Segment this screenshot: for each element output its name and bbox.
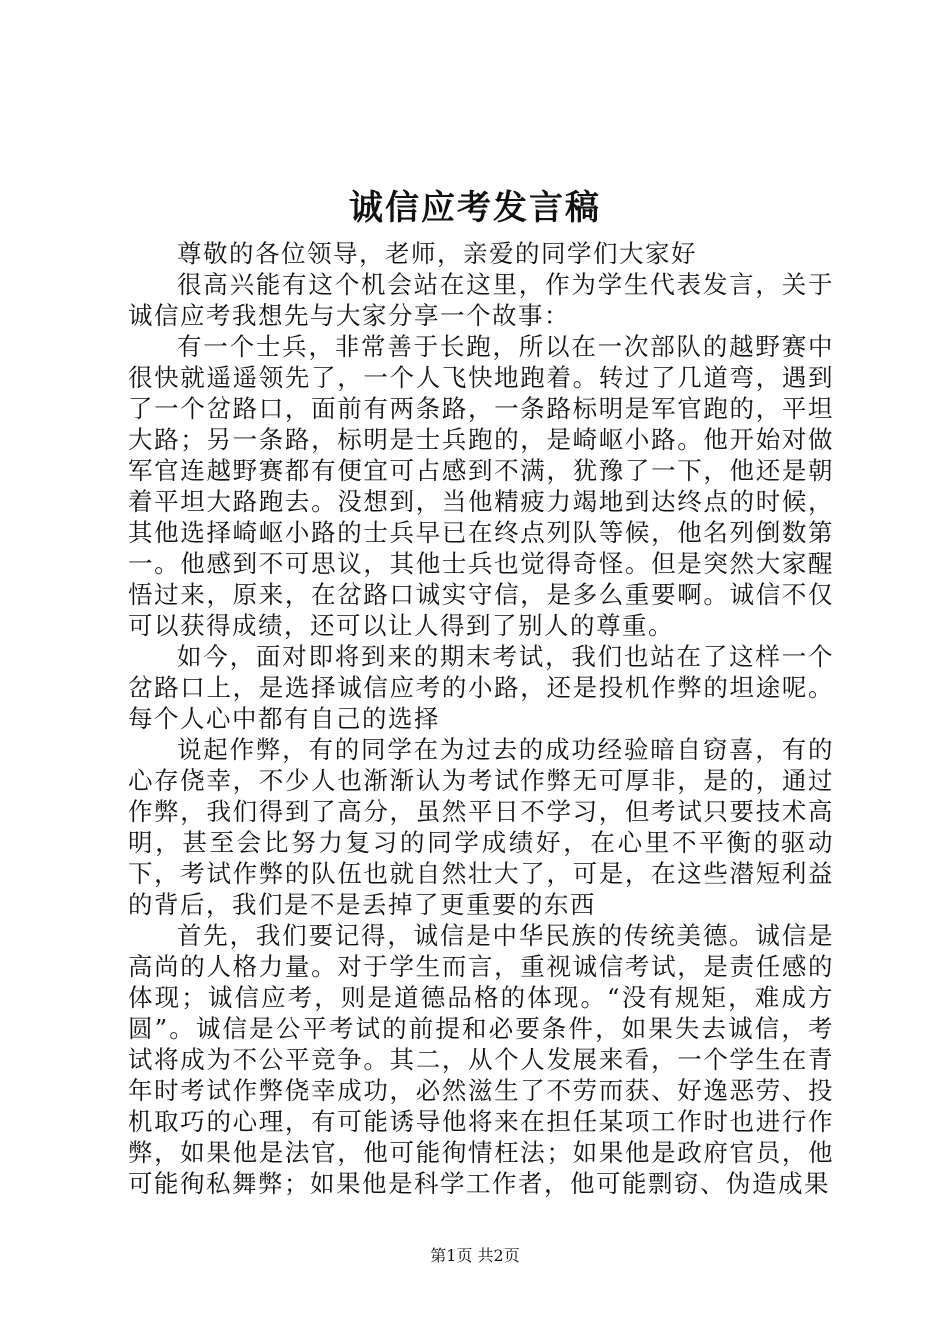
paragraph-story: 有一个士兵，非常善于长跑，所以在一次部队的越野赛中很快就遥遥领先了，一个人飞快地跑着。转过了几道弯，遇到了一个岔路口，面前有两条路，一条路标明是军官跑的，平坦大路；另一条路，标明是士兵跑的，是崎岖小路。他开始对做军官连越野赛都有便宜可占感到不满，犹豫了一下，他还是朝着平坦大路跑去。没想到，当他精疲力竭地到达终点的时候，其他选择崎岖小路的士兵早已在终点列队等候，他名列倒数第一。他感到不可思议，其他士兵也觉得奇怪。但是突然大家醒悟过来，原来，在岔路口诚实守信，是多么重要啊。诚信不仅可以获得成绩，还可以让人得到了别人的尊重。 [128,332,834,640]
page-number: 第1页 共2页 [430,1246,520,1265]
paragraph-integrity: 首先，我们要记得，诚信是中华民族的传统美德。诚信是高尚的人格力量。对于学生而言，重视诚信考试，是责任感的体现；诚信应考，则是道德品格的体现。“没有规矩，难成方圆”。诚信是公平考试的前提和必要条件，如果失去诚信，考试将成为不公平竞争。其二，从个人发展来看，一个学生在青年时考试作弊侥幸成功，必然滋生了不劳而获、好逸恶劳、投机取巧的心理，有可能诱导他将来在担任某项工作时也进行作弊，如果他是法官，他可能徇情枉法；如果他是政府官员，他可能徇私舞弊；如果他是科学工作者，他可能剽窃、伪造成果 [128,921,834,1198]
page-footer [0,1244,950,1268]
paragraph-intro: 很高兴能有这个机会站在这里，作为学生代表发言，关于诚信应考我想先与大家分享一个故事： [128,270,834,330]
page-title: 诚信应考发言稿 [349,188,601,228]
paragraph-cheating: 说起作弊，有的同学在为过去的成功经验暗自窃喜，有的心存侥幸，不少人也渐渐认为考试作弊无可厚非，是的，通过作弊，我们得到了高分，虽然平日不学习，但考试只要技术高明，甚至会比努力复习的同学成绩好，在心里不平衡的驱动下，考试作弊的队伍也就自然壮大了，可是，在这些潜短利益的背后，我们是不是丢掉了更重要的东西 [128,735,834,919]
paragraph-exam-choice: 如今，面对即将到来的期末考试，我们也站在了这样一个岔路口上，是选择诚信应考的小路，还是投机作弊的坦途呢。每个人心中都有自己的选择 [128,642,834,733]
paragraph-greeting: 尊敬的各位领导，老师，亲爱的同学们大家好 [177,239,697,268]
document-body [128,238,834,1199]
